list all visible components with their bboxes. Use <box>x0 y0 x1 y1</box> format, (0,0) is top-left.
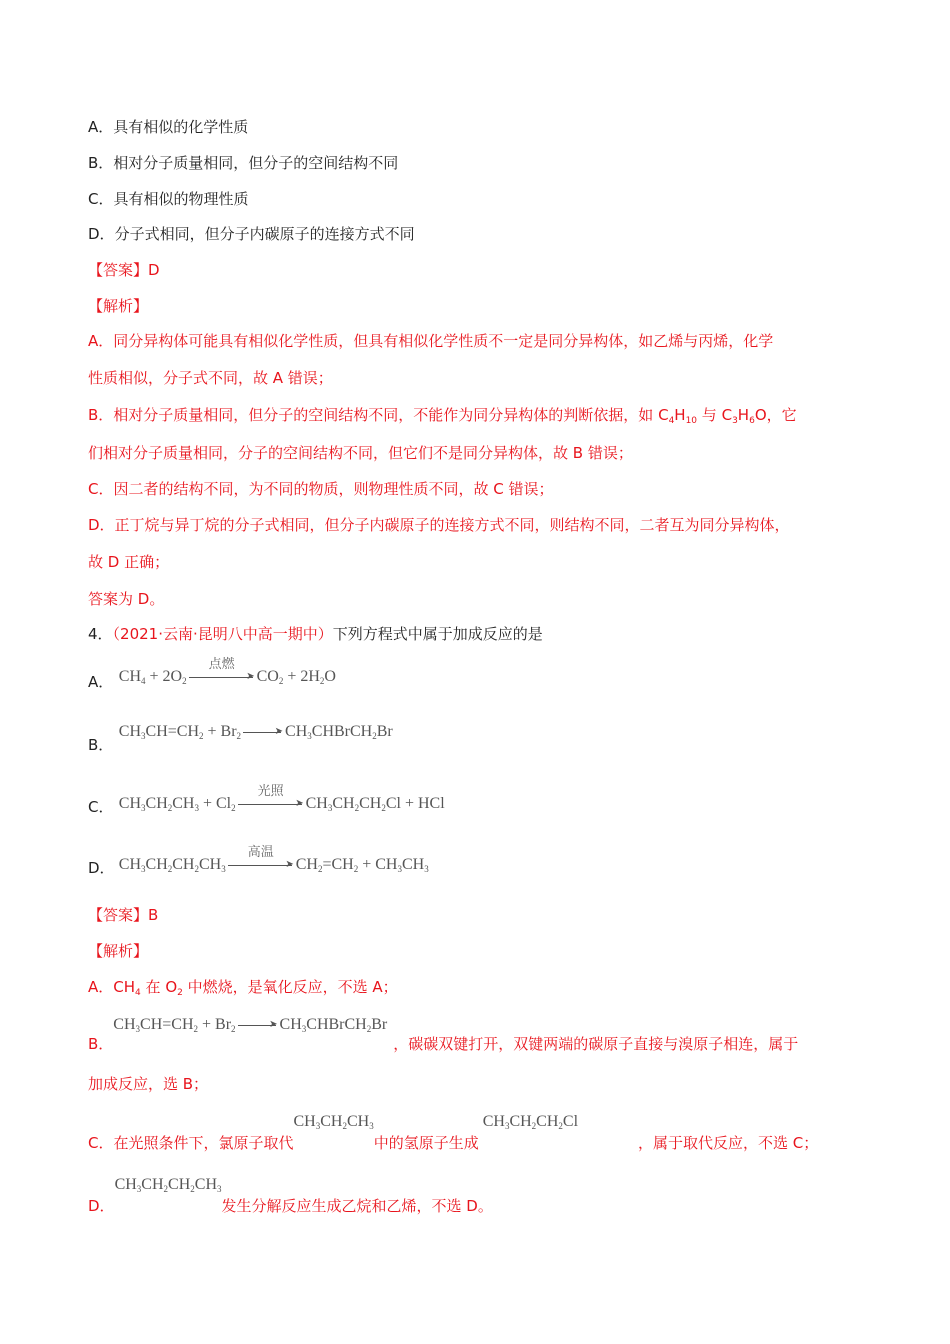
q3-analysis-d-line2: 故 D 正确； <box>88 553 170 571</box>
inline-equation-b: $CH_3CH=CH_2 + Br_2$ ➤ $CH_3CHBrCH_2Br$ <box>113 1016 388 1034</box>
q4-analysis-a: A．$CH_4$ 在 $O_2$ 中燃烧，是氧化反应，不选 A； <box>88 978 398 998</box>
q4-answer: 【答案】B <box>88 906 159 924</box>
formula-propane: $CH_3CH_2CH_3$ <box>293 1113 374 1131</box>
q4-stem: 4．（2021·云南·昆明八中高一期中）下列方程式中属于加成反应的是 <box>88 625 543 643</box>
q4-option-b: B． $CH_3CH=CH_2 + Br_2$ ➤ $CH_3CHBrCH_2Br$ <box>88 723 393 754</box>
formula-c4h10: $C_4H_{10}$ <box>658 406 698 426</box>
q3-analysis-a-line2: 性质相似，分子式不同，故 A 错误； <box>88 369 333 387</box>
q3-answer: 【答案】D <box>88 261 160 279</box>
q4-option-a: A． $CH_4 + 2O_2$ 点燃 ➤ $CO_2 + 2H_2O$ <box>88 657 336 691</box>
q3-conclusion: 答案为 D。 <box>88 590 165 608</box>
q4-option-c: C． $CH_3CH_2CH_3 + Cl_2$ 光照 ➤ $CH_3CH_2CH_2Cl$ + HCl <box>88 784 445 816</box>
q3-option-c: C．具有相似的物理性质 <box>88 190 249 208</box>
equation-b: $CH_3CH=CH_2 + Br_2$ ➤ $CH_3CHBrCH_2Br$ <box>118 723 393 741</box>
q3-analysis-label: 【解析】 <box>88 297 149 315</box>
equation-d: $CH_3CH_2CH_2CH_3$ 高温 ➤ $CH_2=CH_2 + CH_3CH_3$ <box>118 845 429 874</box>
q4-option-d: D． $CH_3CH_2CH_2CH_3$ 高温 ➤ $CH_2=CH_2 + CH_3CH_3$ <box>88 845 429 877</box>
q3-option-a: A．具有相似的化学性质 <box>88 118 249 136</box>
q4-source: （2021·云南·昆明八中高一期中） <box>112 625 333 643</box>
formula-butane: $CH_3CH_2CH_2CH_3$ <box>114 1176 222 1194</box>
q3-option-b: B．相对分子质量相同，但分子的空间结构不同 <box>88 154 399 172</box>
q3-analysis-d-line1: D．正丁烷与异丁烷的分子式相同，但分子内碳原子的连接方式不同，则结构不同，二者互为同分异构体， <box>88 516 790 534</box>
q3-option-d: D．分子式相同，但分子内碳原子的连接方式不同 <box>88 225 415 243</box>
formula-c3h6o: $C_3H_6O$ <box>721 406 767 426</box>
equation-c: $CH_3CH_2CH_3 + Cl_2$ 光照 ➤ $CH_3CH_2CH_2Cl$ + HCl <box>118 784 445 813</box>
q4-analysis-c: C．在光照条件下，氯原子取代$CH_3CH_2CH_3$中的氢原子生成$CH_3CH_2CH_2Cl$，属于取代反应，不选 C； <box>88 1113 819 1152</box>
q3-analysis-c: C．因二者的结构不同，为不同的物质，则物理性质不同，故 C 错误； <box>88 480 554 498</box>
q4-analysis-label: 【解析】 <box>88 942 149 960</box>
q3-analysis-a-line1: A．同分异构体可能具有相似化学性质，但具有相似化学性质不一定是同分异构体，如乙烯与丙烯，化学 <box>88 332 774 350</box>
formula-1-chloropropane: $CH_3CH_2CH_2Cl$ <box>482 1113 579 1131</box>
q4-analysis-d: D．$CH_3CH_2CH_2CH_3$发生分解反应生成乙烷和乙烯，不选 D。 <box>88 1176 493 1215</box>
q3-analysis-b-line2: 们相对分子质量相同，分子的空间结构不同，但它们不是同分异构体，故 B 错误； <box>88 444 633 462</box>
q3-analysis-b-line1: B．相对分子质量相同，但分子的空间结构不同，不能作为同分异构体的判断依据，如 $C_4H_{10}$ 与 $C_3H_6O$，它 <box>88 406 797 426</box>
equation-a: $CH_4 + 2O_2$ 点燃 ➤ $CO_2 + 2H_2O$ <box>118 657 336 686</box>
q4-analysis-b-line2: 加成反应，选 B； <box>88 1075 209 1093</box>
q4-analysis-b-line1: B．$CH_3CH=CH_2 + Br_2$ ➤ $CH_3CHBrCH_2Br$，碳碳双键打开，双键两端的碳原子直接与溴原子相连，属于 <box>88 1016 799 1053</box>
